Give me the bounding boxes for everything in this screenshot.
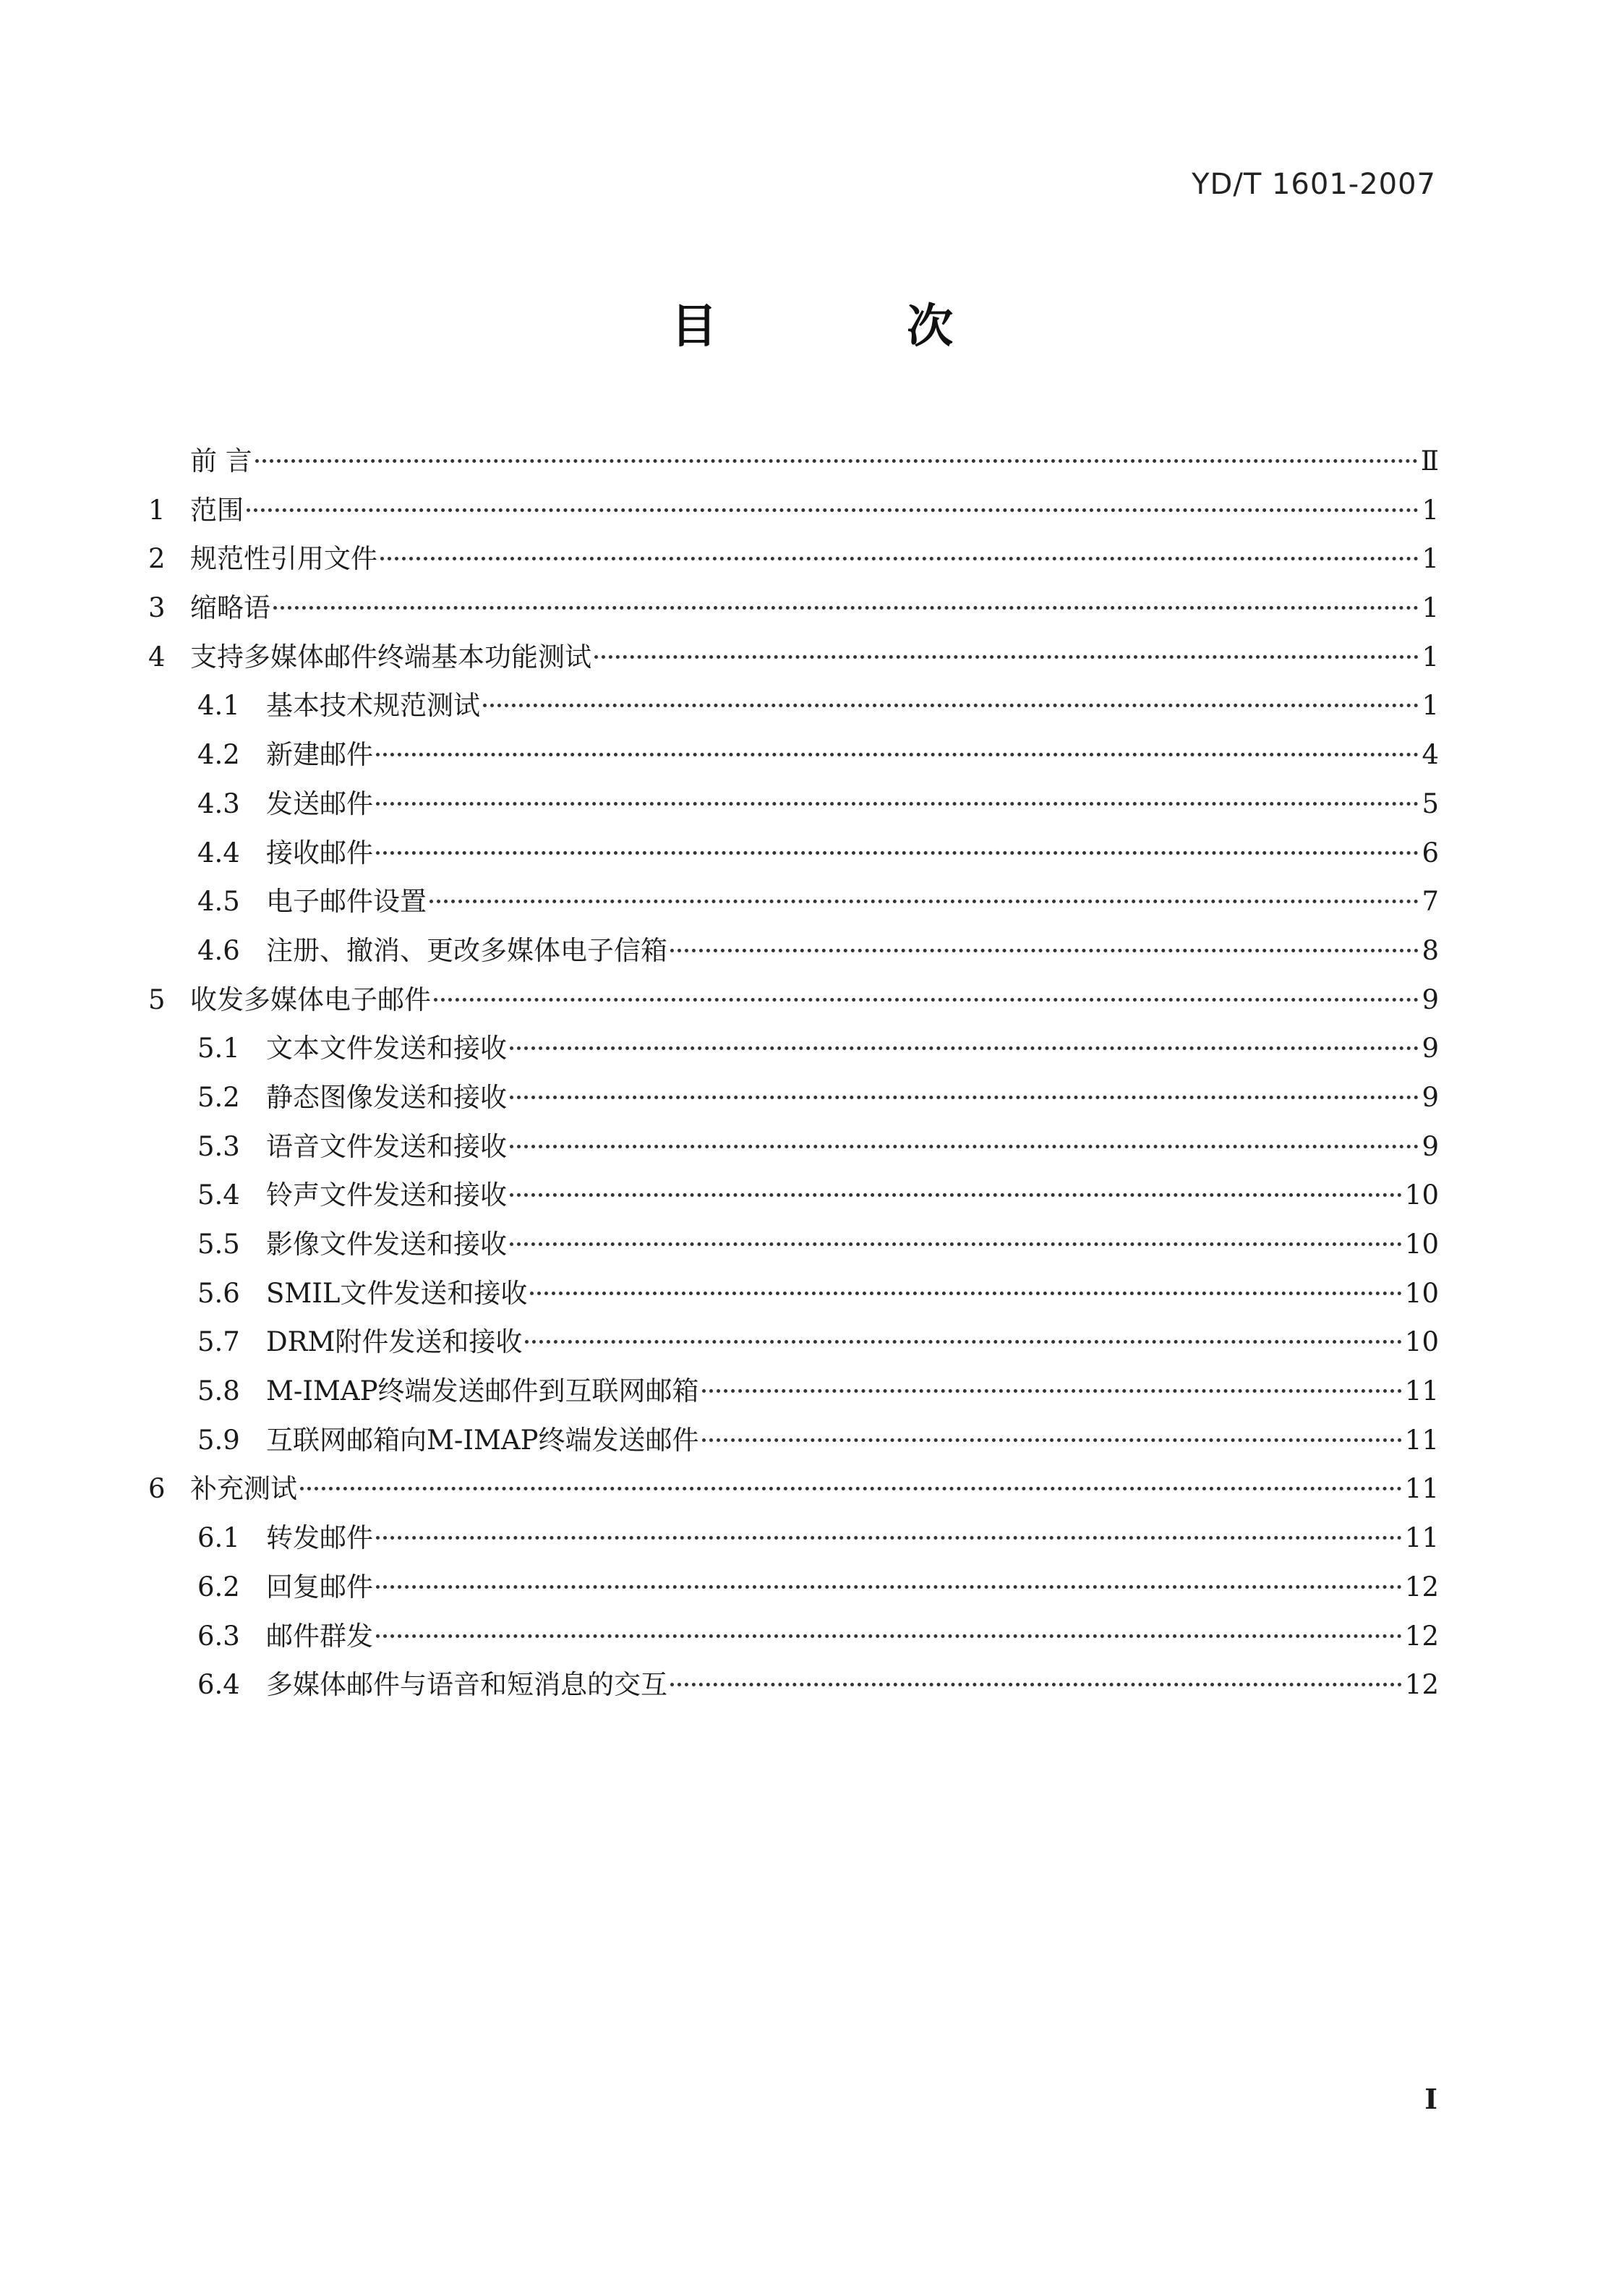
dot-leader [255, 459, 1418, 463]
toc-entry-title: 静态图像发送和接收 [266, 1081, 507, 1113]
toc-entry-page: 4 [1422, 739, 1439, 771]
dot-leader [510, 1193, 1402, 1197]
toc-entry-number: 6.3 [197, 1620, 240, 1652]
toc-entry-number: 4.6 [197, 934, 240, 966]
toc-entry-page: 1 [1422, 592, 1439, 624]
toc-entry-title: 多媒体邮件与语音和短消息的交互 [266, 1669, 667, 1701]
toc-entry-number: 3 [148, 592, 166, 624]
toc-entry-number: 4.5 [197, 886, 240, 918]
toc-entry[interactable] [148, 1171, 1439, 1220]
toc-entry-title: 新建邮件 [266, 739, 373, 771]
toc-entry-page: 11 [1404, 1522, 1439, 1554]
toc-entry-page: 8 [1422, 934, 1439, 966]
toc-entry-page: 9 [1422, 1130, 1439, 1162]
dot-leader [670, 1683, 1402, 1686]
toc-entry-title: 互联网邮箱向M-IMAP终端发送邮件 [266, 1424, 699, 1456]
toc-entry-number: 5.8 [197, 1375, 240, 1407]
toc-entry-page: 9 [1422, 1033, 1439, 1064]
toc-entry-page: 7 [1422, 886, 1439, 918]
toc-entry-number: 4.1 [197, 690, 240, 722]
toc-entry[interactable] [148, 633, 1439, 682]
toc-entry-number: 6.2 [197, 1571, 240, 1603]
toc-entry[interactable] [148, 1514, 1439, 1563]
toc-entry-page: 1 [1422, 494, 1439, 526]
dot-leader [702, 1389, 1402, 1393]
toc-entry[interactable] [148, 926, 1439, 976]
toc-entry-page: 11 [1404, 1424, 1439, 1456]
toc-entry-title: M-IMAP终端发送邮件到互联网邮箱 [266, 1375, 699, 1407]
toc-entry[interactable] [148, 1024, 1439, 1073]
page-number: I [1424, 2083, 1437, 2115]
toc-entry-title: 补充测试 [190, 1473, 297, 1505]
toc-entry[interactable] [148, 1073, 1439, 1122]
toc-entry-page: 12 [1404, 1669, 1439, 1701]
toc-entry[interactable] [148, 584, 1439, 633]
dot-leader [434, 998, 1419, 1002]
dot-leader [300, 1487, 1402, 1490]
toc-entry-number: 4.2 [197, 739, 240, 771]
toc-entry[interactable] [148, 976, 1439, 1025]
toc-entry-page: 1 [1422, 543, 1439, 575]
dot-leader [510, 1046, 1419, 1050]
toc-entry-title: 基本技术规范测试 [266, 690, 480, 722]
toc-entry-title: DRM附件发送和接收 [266, 1326, 523, 1358]
toc-entry-title: 范围 [190, 494, 244, 526]
toc-entry-page: Ⅱ [1420, 445, 1439, 477]
dot-leader [376, 1536, 1402, 1540]
toc-entry-number: 5.3 [197, 1130, 240, 1162]
dot-leader [525, 1340, 1401, 1344]
toc-entry-title: 文本文件发送和接收 [266, 1033, 507, 1064]
toc-entry-page: 10 [1404, 1277, 1439, 1309]
toc-entry[interactable] [148, 1269, 1439, 1318]
toc-entry-number: 2 [148, 543, 166, 575]
toc-entry-number: 5.7 [197, 1326, 240, 1358]
toc-entry-title: 发送邮件 [266, 788, 373, 819]
toc-entry[interactable] [148, 1122, 1439, 1172]
toc-entry-page: 9 [1422, 1081, 1439, 1113]
toc-entry[interactable] [148, 681, 1439, 730]
toc-entry-page: 11 [1404, 1473, 1439, 1505]
toc-entry-title: 影像文件发送和接收 [266, 1229, 507, 1260]
toc-entry[interactable] [148, 829, 1439, 878]
toc-entry-title: 支持多媒体邮件终端基本功能测试 [190, 641, 591, 673]
toc-entry[interactable] [148, 1464, 1439, 1514]
toc-entry-page: 12 [1404, 1571, 1439, 1603]
toc-entry[interactable] [148, 1660, 1439, 1710]
toc-entry-number: 5.4 [197, 1179, 240, 1211]
toc-entry-title: 接收邮件 [266, 837, 373, 869]
dot-leader [702, 1438, 1402, 1442]
toc-entry-number: 6 [148, 1473, 166, 1505]
dot-leader [376, 851, 1419, 855]
toc-entry[interactable] [148, 1612, 1439, 1661]
toc-entry-page: 12 [1404, 1620, 1439, 1652]
toc-entry-number: 5.2 [197, 1081, 240, 1113]
toc-entry-page: 10 [1404, 1229, 1439, 1260]
dot-leader [510, 1242, 1402, 1246]
toc-entry-number: 4.3 [197, 788, 240, 819]
dot-leader [273, 606, 1419, 610]
dot-leader [510, 1096, 1419, 1099]
toc-entry-title: SMIL文件发送和接收 [266, 1277, 528, 1309]
toc-entry-number: 1 [148, 494, 166, 526]
toc-entry-number: 5.1 [197, 1033, 240, 1064]
toc-entry-title: 邮件群发 [266, 1620, 373, 1652]
dot-leader [483, 704, 1419, 707]
toc-entry-title: 铃声文件发送和接收 [266, 1179, 507, 1211]
toc-entry[interactable] [148, 1318, 1439, 1367]
toc-entry-title: 缩略语 [190, 592, 270, 624]
toc-entry[interactable] [148, 486, 1439, 535]
toc-entry[interactable] [148, 780, 1439, 829]
dot-leader [530, 1292, 1401, 1295]
toc-entry-number: 6.4 [197, 1669, 240, 1701]
dot-leader [380, 557, 1419, 560]
dot-leader [429, 900, 1419, 903]
dot-leader [594, 655, 1419, 659]
toc-entry-number: 5.5 [197, 1229, 240, 1260]
standard-code: YD/T 1601-2007 [1192, 168, 1436, 201]
dot-leader [510, 1145, 1419, 1148]
table-of-contents [148, 437, 1439, 1710]
toc-entry-number: 4 [148, 641, 166, 673]
page-title: 目 次 [670, 300, 1040, 354]
toc-entry-title: 前 言 [190, 445, 252, 477]
toc-entry[interactable] [148, 877, 1439, 926]
toc-entry-title: 注册、撤消、更改多媒体电子信箱 [266, 934, 667, 966]
toc-entry[interactable] [148, 1220, 1439, 1269]
toc-entry[interactable] [148, 730, 1439, 780]
toc-entry-title: 语音文件发送和接收 [266, 1130, 507, 1162]
toc-entry[interactable] [148, 1416, 1439, 1465]
toc-entry[interactable] [148, 437, 1439, 486]
dot-leader [376, 1585, 1402, 1589]
toc-entry-page: 9 [1422, 983, 1439, 1015]
dot-leader [376, 1634, 1402, 1638]
toc-entry-title: 回复邮件 [266, 1571, 373, 1603]
toc-entry[interactable] [148, 1367, 1439, 1416]
dot-leader [247, 508, 1419, 512]
toc-entry[interactable] [148, 534, 1439, 584]
toc-entry-number: 5.9 [197, 1424, 240, 1456]
toc-entry-page: 6 [1422, 837, 1439, 869]
toc-entry-page: 11 [1404, 1375, 1439, 1407]
toc-entry-number: 4.4 [197, 837, 240, 869]
toc-entry-page: 10 [1404, 1179, 1439, 1211]
toc-entry[interactable] [148, 1563, 1439, 1612]
toc-entry-title: 电子邮件设置 [266, 886, 427, 918]
toc-entry-page: 5 [1422, 788, 1439, 819]
toc-entry-page: 1 [1422, 641, 1439, 673]
toc-entry-number: 5 [148, 983, 166, 1015]
toc-entry-page: 1 [1422, 690, 1439, 722]
dot-leader [376, 802, 1419, 806]
toc-entry-number: 6.1 [197, 1522, 240, 1554]
toc-entry-title: 收发多媒体电子邮件 [190, 983, 431, 1015]
toc-entry-page: 10 [1404, 1326, 1439, 1358]
toc-entry-title: 转发邮件 [266, 1522, 373, 1554]
dot-leader [376, 753, 1419, 756]
toc-entry-title: 规范性引用文件 [190, 543, 377, 575]
toc-entry-number: 5.6 [197, 1277, 240, 1309]
dot-leader [670, 949, 1419, 952]
